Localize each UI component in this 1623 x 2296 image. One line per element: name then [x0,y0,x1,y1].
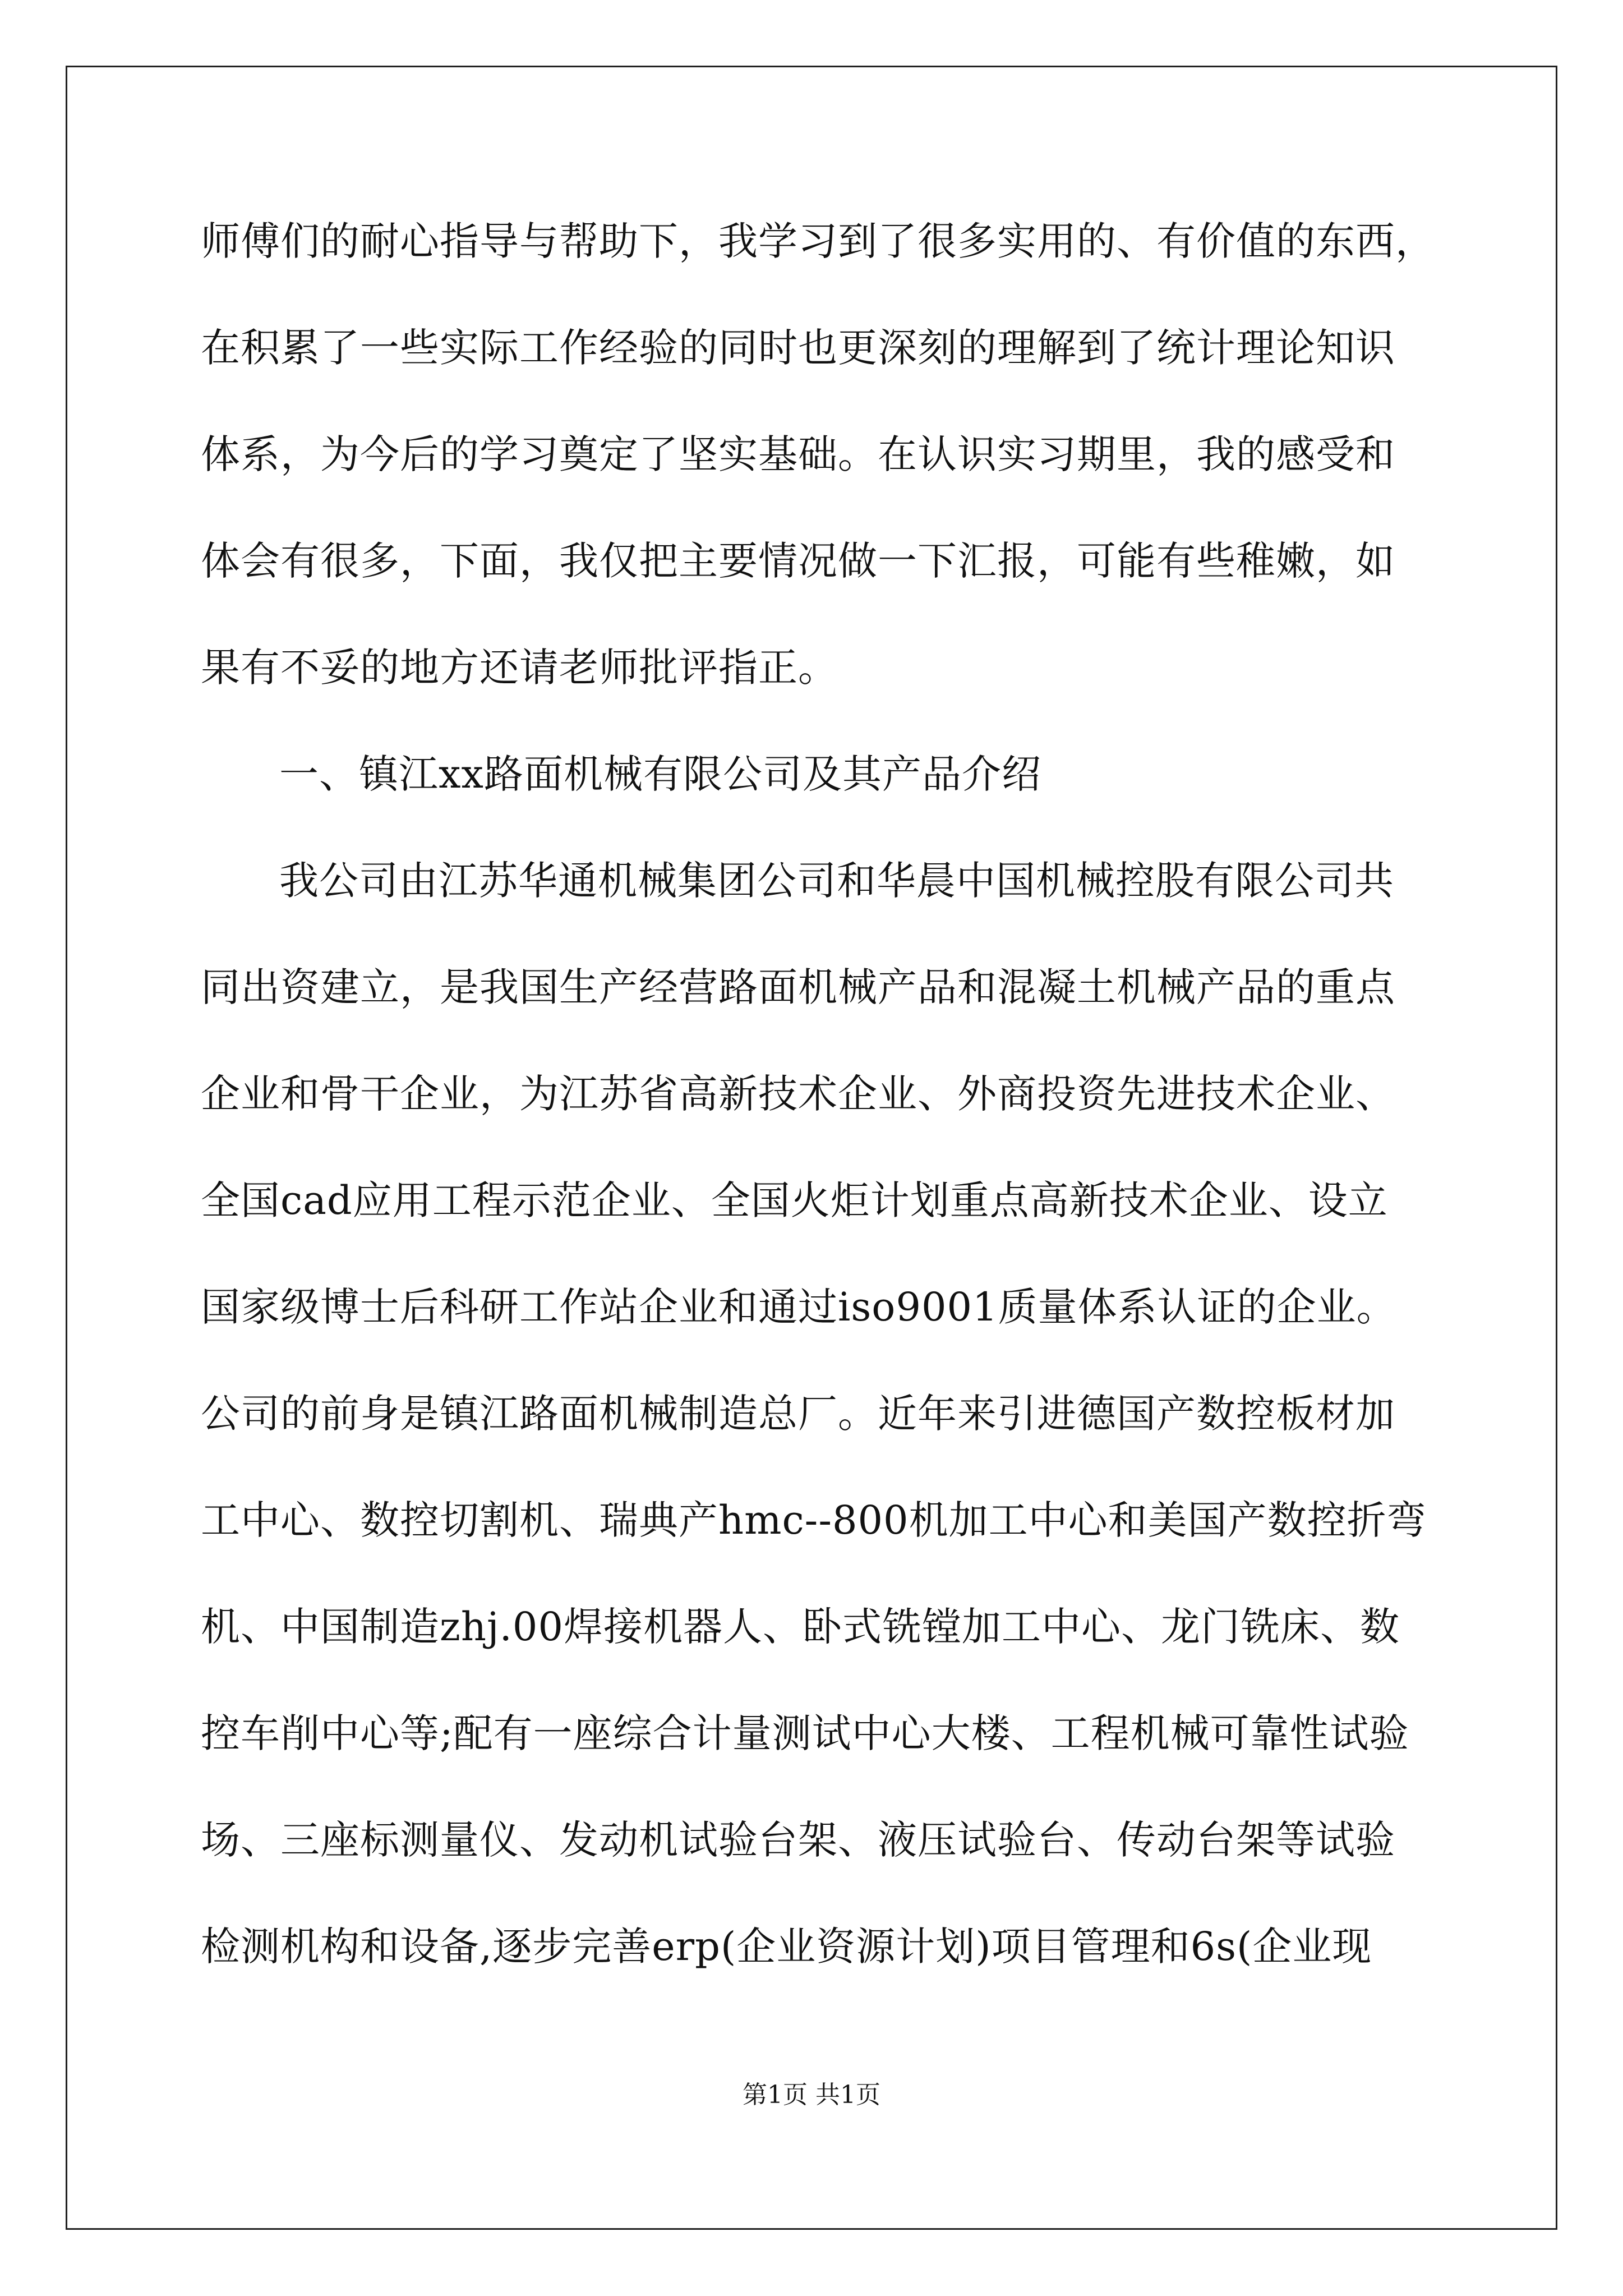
page-border [66,66,1557,2230]
body-line-5: 果有不妥的地方还请老师批评指正。 [201,645,838,691]
body-line-13: 工中心、数控切割机、瑞典产hmc--800机加工中心和美国产数控折弯 [201,1497,1427,1543]
body-line-14: 机、中国制造zhj.00焊接机器人、卧式铣镗加工中心、龙门铣床、数 [201,1604,1400,1650]
body-line-15: 控车削中心等;配有一座综合计量测试中心大楼、工程机械可靠性试验 [201,1710,1409,1756]
page-footer: 第1页 共1页 [743,2081,880,2109]
body-line-11: 国家级博士后科研工作站企业和通过iso9001质量体系认证的企业。 [201,1284,1396,1330]
body-line-10: 全国cad应用工程示范企业、全国火炬计划重点高新技术企业、设立 [201,1177,1388,1223]
body-line-17: 检测机构和设备,逐步完善erp(企业资源计划)项目管理和6s(企业现 [201,1924,1372,1970]
body-line-7: 我公司由江苏华通机械集团公司和华晨中国机械控股有限公司共 [279,858,1394,904]
body-line-16: 场、三座标测量仪、发动机试验台架、液压试验台、传动台架等试验 [201,1817,1395,1863]
body-line-3: 体系，为今后的学习奠定了坚实基础。在认识实习期里，我的感受和 [201,431,1395,477]
body-line-12: 公司的前身是镇江路面机械制造总厂。近年来引进德国产数控板材加 [201,1391,1395,1437]
body-line-8: 同出资建立，是我国生产经营路面机械产品和混凝土机械产品的重点 [201,964,1395,1010]
body-line-9: 企业和骨干企业，为江苏省高新技术企业、外商投资先进技术企业、 [201,1071,1395,1117]
body-line-1: 师傅们的耐心指导与帮助下，我学习到了很多实用的、有价值的东西， [201,218,1435,264]
body-line-2: 在积累了一些实际工作经验的同时也更深刻的理解到了统计理论知识 [201,325,1395,371]
body-line-4: 体会有很多，下面，我仅把主要情况做一下汇报，可能有些稚嫩，如 [201,538,1395,584]
section-heading: 一、镇江xx路面机械有限公司及其产品介绍 [279,751,1041,797]
